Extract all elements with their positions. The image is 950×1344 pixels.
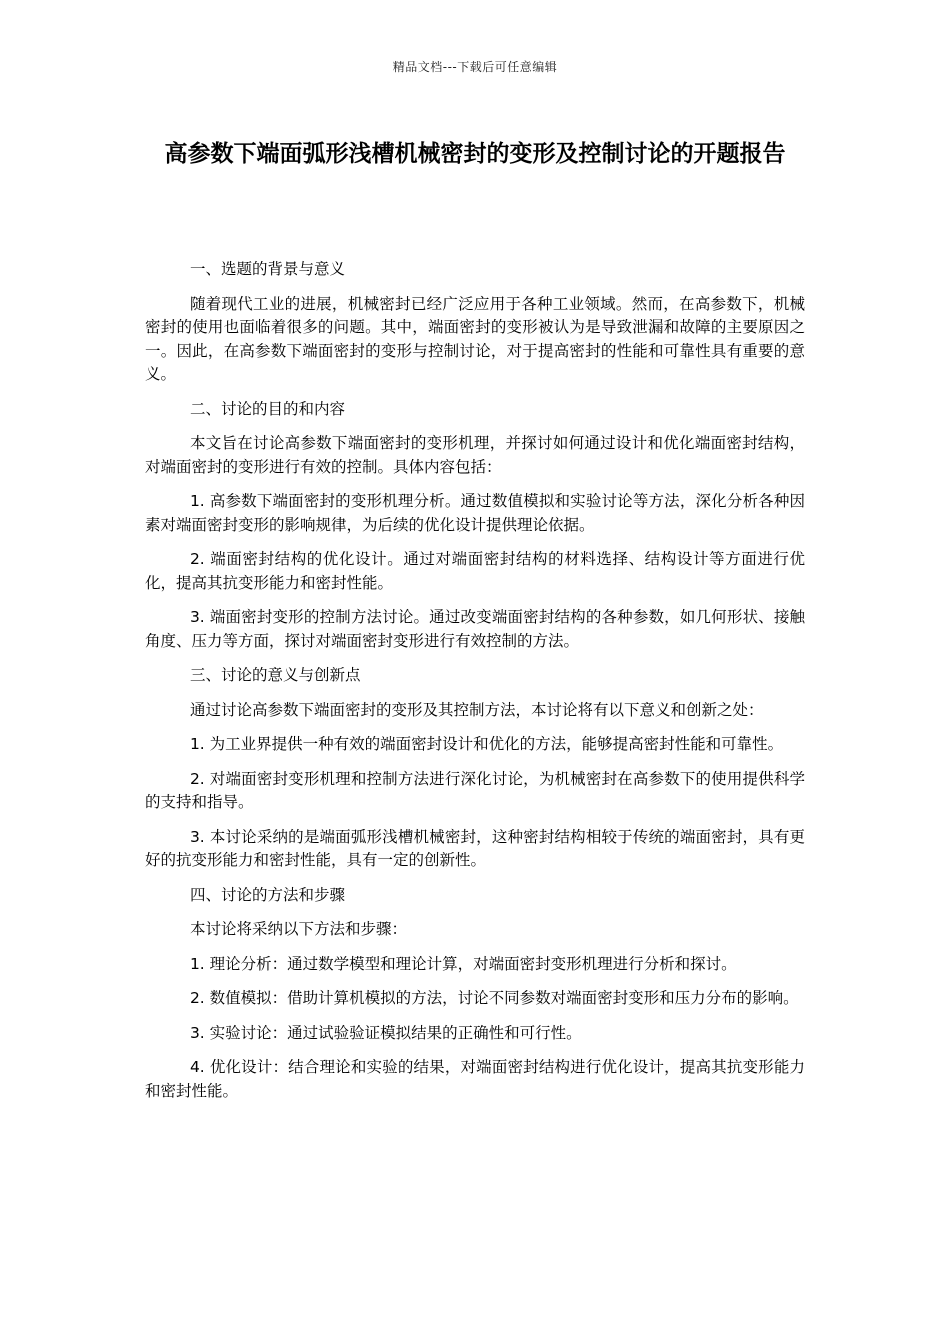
list-item: 2. 数值模拟：借助计算机模拟的方法，讨论不同参数对端面密封变形和压力分布的影响。	[189, 989, 799, 1007]
list-item: 3. 本讨论采纳的是端面弧形浅槽机械密封，这种密封结构相较于传统的端面密封，具有更好的抗变形能力和密封性能，具有一定的创新性。	[145, 827, 805, 869]
paragraph: 随着现代工业的进展，机械密封已经广泛应用于各种工业领域。然而，在高参数下，机械密封的使用也面临着很多的问题。其中，端面密封的变形被认为是导致泄漏和故障的主要原因之一。因此，在高参数下端面密封的变形与控制讨论，对于提高密封的性能和可靠性具有重要的意义。	[145, 294, 805, 383]
section-heading: 四、讨论的方法和步骤	[189, 885, 345, 904]
document-body	[145, 258, 805, 1114]
list-item: 1. 为工业界提供一种有效的端面密封设计和优化的方法，能够提高密封性能和可靠性。	[189, 735, 784, 753]
list-item: 4. 优化设计：结合理论和实验的结果，对端面密封结构进行优化设计，提高其抗变形能力和密封性能。	[145, 1058, 805, 1100]
section-heading: 三、讨论的意义与创新点	[189, 666, 361, 684]
document-title: 高参数下端面弧形浅槽机械密封的变形及控制讨论的开题报告	[164, 141, 786, 167]
paragraph: 本文旨在讨论高参数下端面密封的变形机理，并探讨如何通过设计和优化端面密封结构，对端面密封的变形进行有效的控制。具体内容包括：	[145, 434, 805, 476]
header-note: 精品文档---下载后可任意编辑	[392, 60, 558, 74]
list-item: 3. 端面密封变形的控制方法讨论。通过改变端面密封结构的各种参数，如几何形状、接触角度、压力等方面，探讨对端面密封变形进行有效控制的方法。	[145, 608, 805, 650]
list-item: 2. 端面密封结构的优化设计。通过对端面密封结构的材料选择、结构设计等方面进行优化，提高其抗变形能力和密封性能。	[145, 550, 805, 592]
paragraph: 通过讨论高参数下端面密封的变形及其控制方法，本讨论将有以下意义和创新之处：	[189, 700, 764, 719]
list-item: 2. 对端面密封变形机理和控制方法进行深化讨论，为机械密封在高参数下的使用提供科学的支持和指导。	[145, 769, 805, 811]
section-heading: 二、讨论的目的和内容	[189, 399, 345, 418]
list-item: 1. 理论分析：通过数学模型和理论计算，对端面密封变形机理进行分析和探讨。	[189, 954, 737, 973]
paragraph: 本讨论将采纳以下方法和步骤：	[189, 920, 407, 938]
section-heading: 一、选题的背景与意义	[189, 260, 345, 278]
list-item: 1. 高参数下端面密封的变形机理分析。通过数值模拟和实验讨论等方法，深化分析各种因素对端面密封变形的影响规律，为后续的优化设计提供理论依据。	[145, 492, 805, 534]
list-item: 3. 实验讨论：通过试验验证模拟结果的正确性和可行性。	[189, 1023, 582, 1042]
